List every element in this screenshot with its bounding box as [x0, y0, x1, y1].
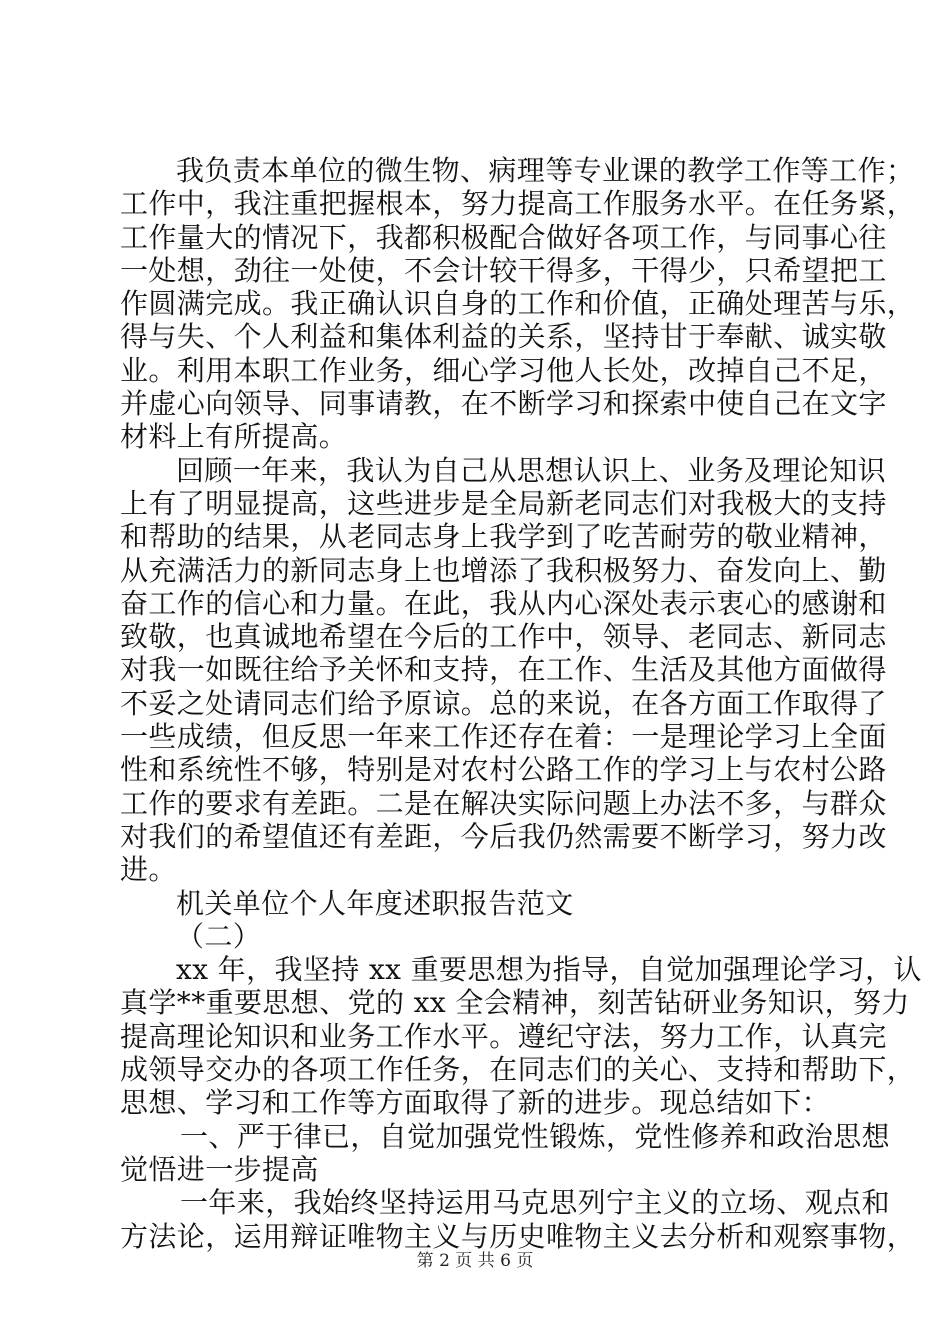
text-line: 从充满活力的新同志身上也增添了我积极努力、奋发向上、勤: [120, 553, 887, 587]
text-line: 致敬，也真诚地希望在今后的工作中，领导、老同志、新同志: [120, 620, 887, 654]
text-line: 上有了明显提高，这些进步是全局新老同志们对我极大的支持: [120, 486, 887, 520]
text-line: 得与失、个人利益和集体利益的关系，坚持甘于奉献、诚实敬: [120, 320, 887, 354]
text-line: 性和系统性不够，特别是对农村公路工作的学习上与农村公路: [120, 753, 887, 787]
text-line: 成领导交办的各项工作任务，在同志们的关心、支持和帮助下，: [120, 1053, 916, 1087]
document-body: [120, 154, 922, 1253]
text-line: 对我们的希望值还有差距，今后我仍然需要不断学习，努力改: [120, 819, 887, 853]
text-line: 工作中，我注重把握根本，努力提高工作服务水平。在任务紧，: [120, 187, 916, 221]
text-line: 并虚心向领导、同事请教，在不断学习和探索中使自己在文字: [120, 387, 887, 421]
text-line: 进。: [120, 853, 177, 887]
text-line: 作圆满完成。我正确认识自身的工作和价值，正确处理苦与乐，: [120, 287, 916, 321]
text-line: 回顾一年来，我认为自己从思想认识上、业务及理论知识: [176, 453, 887, 487]
page-number-footer: 第 2 页 共 6 页: [416, 1251, 534, 1271]
text-line: 我负责本单位的微生物、病理等专业课的教学工作等工作；: [176, 154, 915, 187]
text-line: 思想、学习和工作等方面取得了新的进步。现总结如下：: [120, 1086, 831, 1120]
text-line: 对我一如既往给予关怀和支持，在工作、生活及其他方面做得: [120, 653, 887, 687]
text-line: 工作量大的情况下，我都积极配合做好各项工作，与同事心往: [120, 220, 887, 254]
section-subtitle: （二）: [176, 919, 262, 953]
text-line: 不妥之处请同志们给予原谅。总的来说，在各方面工作取得了: [120, 686, 887, 720]
text-line: 方法论，运用辩证唯物主义与历史唯物主义去分析和观察事物，: [120, 1219, 916, 1253]
text-line: 一年来，我始终坚持运用马克思列宁主义的立场、观点和: [180, 1186, 891, 1220]
text-line: 奋工作的信心和力量。在此，我从内心深处表示衷心的感谢和: [120, 586, 887, 620]
text-line: 材料上有所提高。: [120, 420, 348, 454]
text-line: 真学**重要思想、党的 xx 全会精神，刻苦钻研业务知识，努力: [120, 986, 910, 1020]
text-line: 一处想，劲往一处使，不会计较干得多，干得少，只希望把工: [120, 253, 887, 287]
heading-line: 一、严于律已，自觉加强党性锻炼，党性修养和政治思想: [180, 1119, 891, 1153]
text-line: 工作的要求有差距。二是在解决实际问题上办法不多，与群众: [120, 786, 887, 820]
text-line: 业。利用本职工作业务，细心学习他人长处，改掉自己不足，: [120, 353, 887, 387]
text-line: xx 年，我坚持 xx 重要思想为指导，自觉加强理论学习，认: [176, 953, 922, 987]
section-title: 机关单位个人年度述职报告范文: [176, 886, 574, 920]
text-line: 一些成绩，但反思一年来工作还存在着：一是理论学习上全面: [120, 720, 887, 754]
heading-line: 觉悟进一步提高: [120, 1152, 319, 1186]
text-line: 和帮助的结果，从老同志身上我学到了吃苦耐劳的敬业精神，: [120, 520, 887, 554]
text-line: 提高理论知识和业务工作水平。遵纪守法，努力工作，认真完: [120, 1019, 887, 1053]
